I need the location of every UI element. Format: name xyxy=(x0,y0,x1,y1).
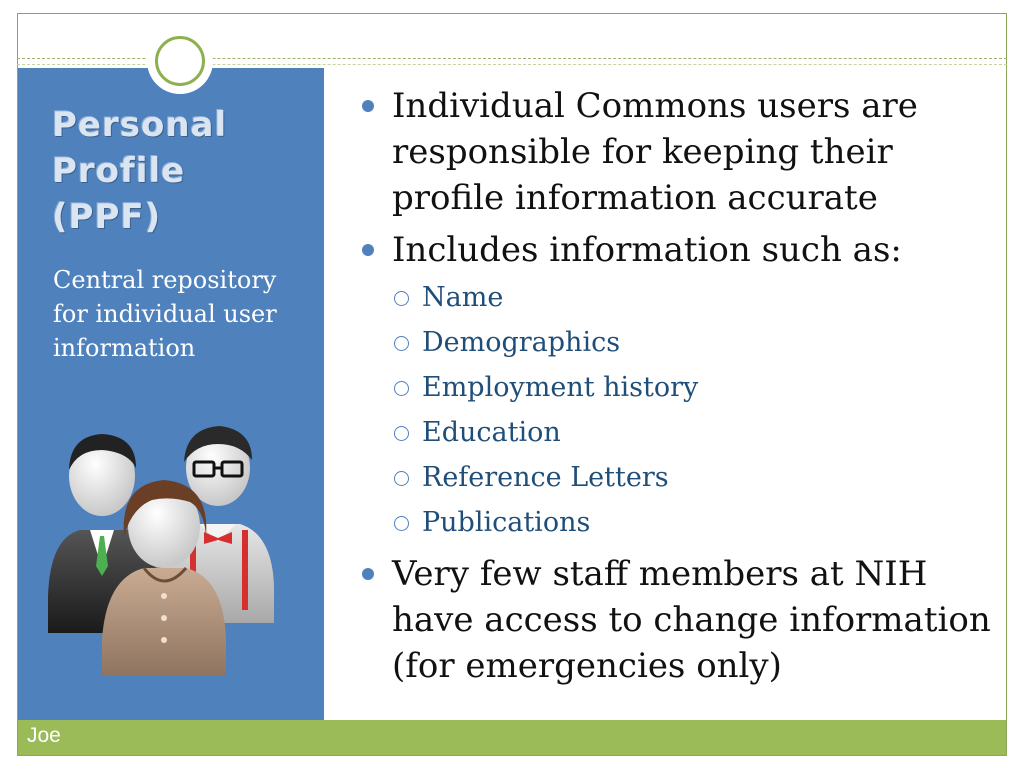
hollow-circle-bullet-icon xyxy=(394,381,409,396)
hollow-circle-bullet-icon xyxy=(394,471,409,486)
footer-text: Joe xyxy=(27,724,61,747)
sub-bullet-text: Name xyxy=(422,282,504,313)
sub-bullet-text: Employment history xyxy=(422,372,699,403)
sub-bullet-item xyxy=(358,365,998,410)
bullet-item xyxy=(358,83,998,221)
sub-bullet-item xyxy=(358,275,998,320)
footer-bar xyxy=(18,720,1006,755)
sub-bullet-item xyxy=(358,455,998,500)
sub-bullet-text: Demographics xyxy=(422,327,621,358)
bullet-text: Individual Commons users are responsible for keeping their profile information accurate xyxy=(392,86,918,218)
bullet-item xyxy=(358,227,998,273)
bullet-text: Includes information such as: xyxy=(392,230,902,270)
sub-bullet-item xyxy=(358,500,998,545)
sidebar-title: Personal Profile (PPF) xyxy=(52,105,228,237)
hollow-circle-bullet-icon xyxy=(394,426,409,441)
bullet-text: Very few staff members at NIH have access to change information (for emergencies only) xyxy=(392,554,991,686)
bullet-dot-icon xyxy=(362,244,374,256)
content-area xyxy=(358,83,998,689)
bullet-dot-icon xyxy=(362,100,374,112)
hollow-circle-bullet-icon xyxy=(394,291,409,306)
bullet-dot-icon xyxy=(362,568,374,580)
bullet-item xyxy=(358,551,998,689)
circle-ornament-icon xyxy=(155,36,205,86)
sub-bullet-text: Publications xyxy=(422,507,591,538)
hollow-circle-bullet-icon xyxy=(394,336,409,351)
sub-bullet-list xyxy=(358,275,998,545)
sub-bullet-text: Education xyxy=(422,417,561,448)
sidebar-subtitle: Central repository for individual user information xyxy=(53,266,277,362)
hollow-circle-bullet-icon xyxy=(394,516,409,531)
sub-bullet-item xyxy=(358,320,998,365)
sub-bullet-item xyxy=(358,410,998,455)
people-group-icon xyxy=(40,418,280,678)
sub-bullet-text: Reference Letters xyxy=(422,462,669,493)
